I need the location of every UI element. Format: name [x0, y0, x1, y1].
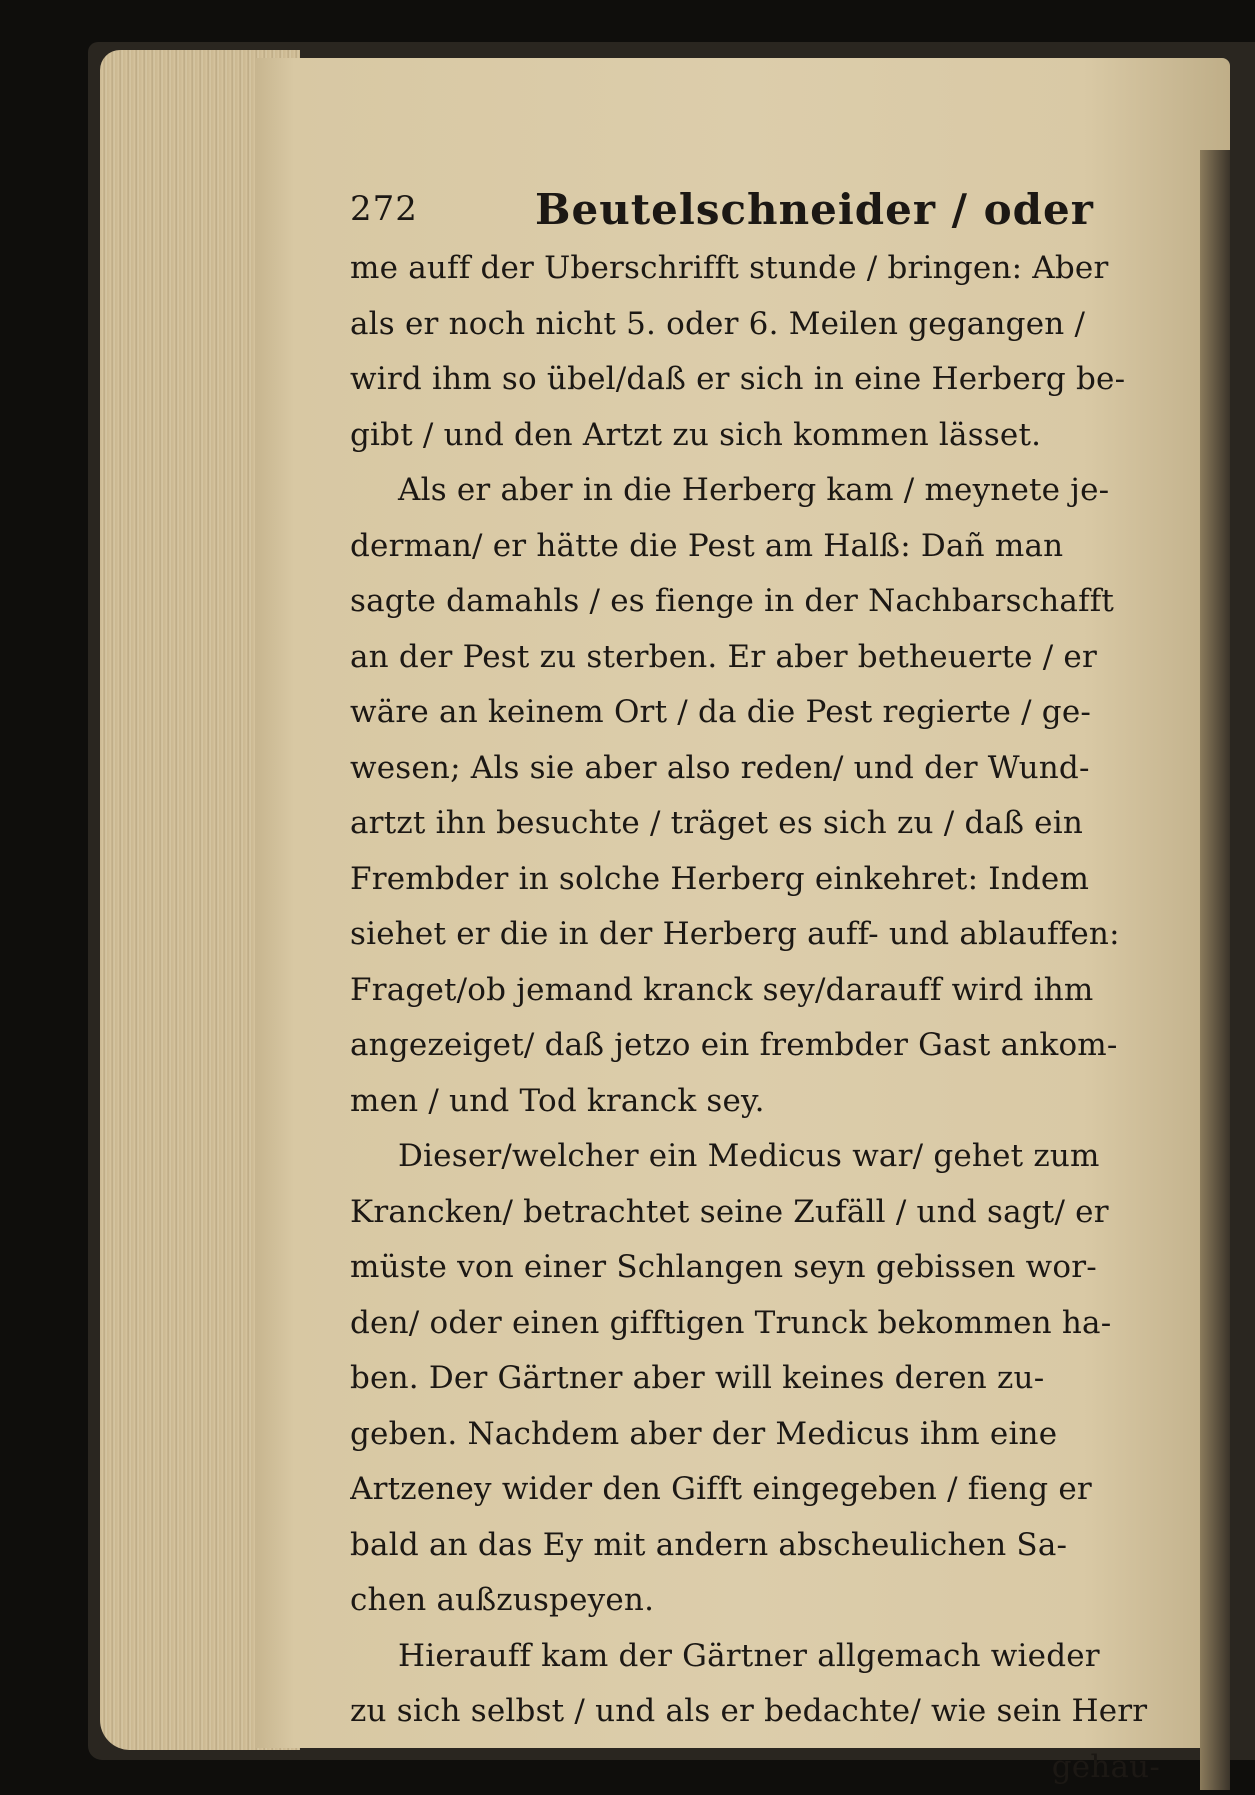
page-text-area	[350, 185, 1190, 1755]
text-line: Krancken/ betrachtet seine Zufäll / und sagt/ er	[350, 1185, 1180, 1241]
text-line: gibt / und den Artzt zu sich kommen lässet.	[350, 408, 1180, 464]
text-line: wäre an keinem Ort / da die Pest regierte / ge-	[350, 685, 1180, 741]
text-line: geben. Nachdem aber der Medicus ihm eine	[350, 1407, 1180, 1463]
paragraph-start-line: Dieser/welcher ein Medicus war/ gehet zum	[350, 1129, 1180, 1185]
text-line: derman/ er hätte die Pest am Halß: Dañ man	[350, 519, 1180, 575]
text-line: wesen; Als sie aber also reden/ und der Wund-	[350, 741, 1180, 797]
text-line: Artzeney wider den Gifft eingegeben / fieng er	[350, 1462, 1180, 1518]
text-line: angezeiget/ daß jetzo ein frembder Gast ankom-	[350, 1018, 1180, 1074]
text-line: chen außzuspeyen.	[350, 1573, 1180, 1629]
page-number: 272	[350, 189, 418, 229]
running-title: Beutelschneider / oder	[535, 185, 1094, 234]
text-line: Frembder in solche Herberg einkehret: Indem	[350, 852, 1180, 908]
text-line: wird ihm so übel/daß er sich in eine Herberg be-	[350, 352, 1180, 408]
text-line: bald an das Ey mit andern abscheulichen Sa-	[350, 1518, 1180, 1574]
text-line: artzt ihn besuchte / träget es sich zu / daß ein	[350, 796, 1180, 852]
text-line: sagte damahls / es fienge in der Nachbarschafft	[350, 574, 1180, 630]
text-line: Fraget/ob jemand kranck sey/darauff wird ihm	[350, 963, 1180, 1019]
book-spine	[1200, 150, 1230, 1790]
text-line: men / und Tod kranck sey.	[350, 1074, 1180, 1130]
text-line: siehet er die in der Herberg auff- und ablauffen:	[350, 907, 1180, 963]
body-text	[350, 241, 1180, 1795]
text-line: den/ oder einen gifftigen Trunck bekommen ha-	[350, 1296, 1180, 1352]
text-line: müste von einer Schlangen seyn gebissen wor-	[350, 1240, 1180, 1296]
text-line: me auff der Uberschrifft stunde / bringen: Aber	[350, 241, 1180, 297]
paragraph-start-line: Als er aber in die Herberg kam / meynete je-	[350, 463, 1180, 519]
text-line: zu sich selbst / und als er bedachte/ wie sein Herr	[350, 1684, 1180, 1740]
paragraph-start-line: Hierauff kam der Gärtner allgemach wieder	[350, 1629, 1180, 1685]
text-line: an der Pest zu sterben. Er aber betheuerte / er	[350, 630, 1180, 686]
catchword: gehau-	[350, 1740, 1180, 1795]
text-line: als er noch nicht 5. oder 6. Meilen gegangen /	[350, 297, 1180, 353]
running-head	[350, 185, 1170, 245]
text-line: ben. Der Gärtner aber will keines deren zu-	[350, 1351, 1180, 1407]
